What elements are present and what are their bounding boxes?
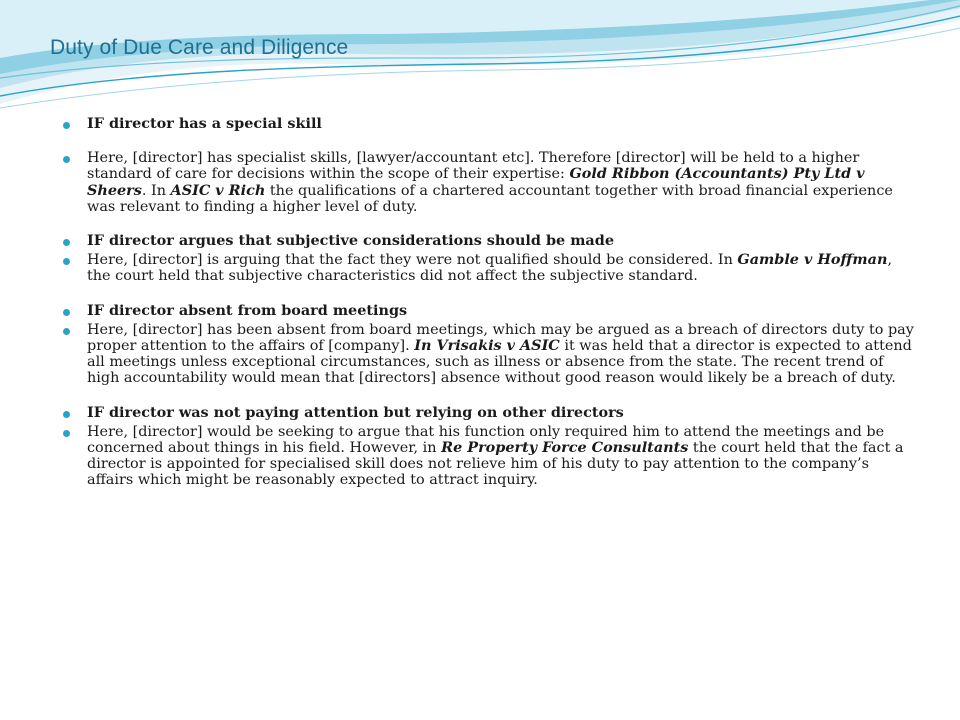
bullet-text: Here, [director] would be seeking to argue that his function only required him to attend the meetings and be concerned about things in his field. However, in Re Property Force Consultants the court held that the fact a director is appointed for specialised skill does not relieve him of his duty to pay attention to the company’s affairs which might be reasonably expected to attract inquiry. — [63, 424, 919, 489]
case-citation: In Vrisakis v ASIC — [414, 337, 560, 355]
bullet-icon — [63, 156, 70, 163]
case-citation: Re Property Force Consultants — [441, 439, 689, 457]
bullet-icon — [63, 309, 70, 316]
case-citation: Gamble v Hoffman — [737, 251, 888, 269]
bullet-text: Here, [director] has been absent from board meetings, which may be argued as a breach of directors duty to pay proper attention to the affairs of [company]. In Vrisakis v ASIC it was held that a director is expected to attend all meetings unless exceptional circumstances, such as illness or absence from the state. The recent trend of high accountability would mean that [directors] absence without good reason would likely be a breach of duty. — [63, 322, 919, 387]
bullet-icon — [63, 430, 70, 437]
bullet-icon — [63, 411, 70, 418]
bullet-heading: IF director argues that subjective considerations should be made — [63, 233, 919, 249]
bullet-heading: IF director absent from board meetings — [63, 303, 919, 319]
case-citation: Gold Ribbon (Accountants) Pty Ltd v Sheers — [87, 165, 865, 199]
bullet-icon — [63, 239, 70, 246]
bullet-text: Here, [director] has specialist skills, [lawyer/accountant etc]. Therefore [director] will be held to a higher standard of care for decisions within the scope of their expertise: Gold Ribbon (Accountants) Pty Ltd v Sheers. In ASIC v Rich the qualifications of a chartered accountant together with broad financial experience was relevant to finding a higher level of duty. — [63, 150, 919, 215]
bullet-icon — [63, 328, 70, 335]
decorative-wave-banner — [0, 0, 960, 120]
bullet-heading: IF director has a special skill — [63, 116, 919, 132]
bullet-heading: IF director was not paying attention but relying on other directors — [63, 405, 919, 421]
bullet-text: Here, [director] is arguing that the fact they were not qualified should be considered. In Gamble v Hoffman, the court held that subjective characteristics did not affect the subjective standard. — [63, 252, 919, 284]
case-citation: ASIC v Rich — [170, 181, 266, 199]
bullet-icon — [63, 122, 70, 129]
bullet-list — [63, 116, 919, 489]
slide-title: Duty of Due Care and Diligence — [50, 36, 349, 59]
bullet-icon — [63, 258, 70, 265]
